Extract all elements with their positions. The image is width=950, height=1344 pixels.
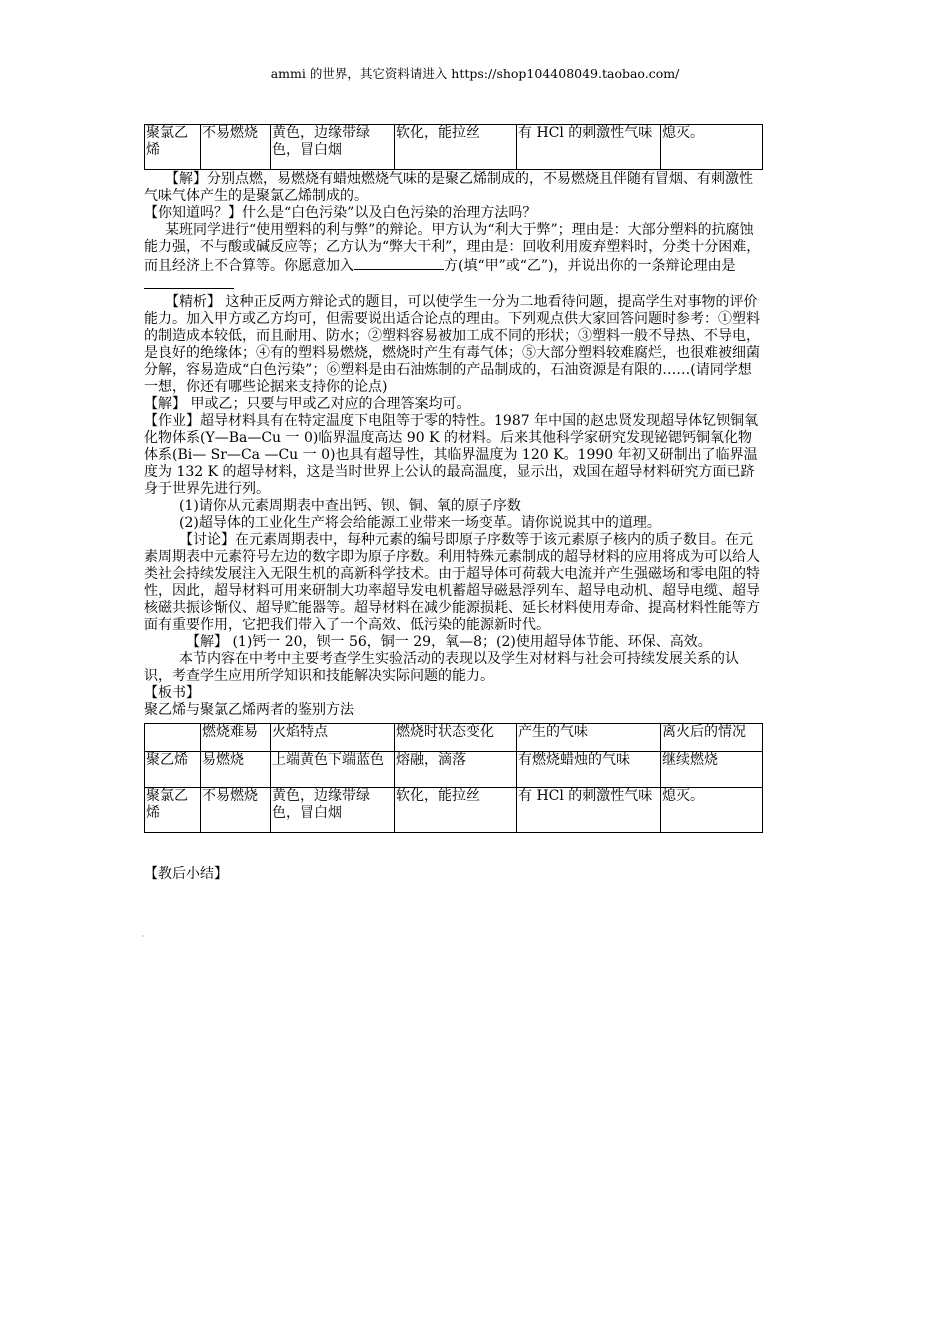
table-cell: 软化，能拉丝 [395,125,517,170]
discussion-paragraph: 【讨论】在元素周期表中，每种元素的编号即原子序数等于该元素原子核内的质子数目。在元素周期表中元素符号左边的数字即为原子序数。利用特殊元素制成的超导材料的应用将成为可以给人类社会持续发展注入无限生机的高新科学技术。由于超导体可荷载大电流并产生强磁场和零电阻的特性，因此，超导材料可用来研制大功率超导发电机蓄超导磁悬浮列车、超导电动机、超导电缆、超导核磁共振诊惭仪、超导贮能器等。超导材料在减少能源损耗、延长材料使用寿命、提高材料性能等方面有重要作用，它把我们带入了一个高效、低污染的能源新时代。 [144,532,760,633]
main-text [144,171,764,719]
fill-blank [144,275,234,289]
page-header: ammi 的世界，其它资料请进入 https://shop104408049.taobao.com/ [270,66,680,81]
board-comparison-table [144,723,763,833]
table-cell: 继续燃烧 [661,752,763,788]
table-header-row [145,724,763,752]
comparison-table-continued [144,124,763,170]
table-header-cell [145,724,201,752]
table-cell: 不易燃烧 [201,788,271,833]
table-cell: 聚氯乙烯 [145,788,201,833]
table-cell: 不易燃烧 [201,125,271,170]
table-cell: 熄灭。 [661,125,763,170]
summary-paragraph: 本节内容在中考中主要考查学生实验活动的表现以及学生对材料与社会可持续发展关系的认识，考查学生应用所学知识和技能解决实际问题的能力。 [144,651,739,684]
table-cell: 熔融，滴落 [395,752,517,788]
debate-paragraph [144,222,764,294]
table-cell: 黄色，边缘带绿色，冒白烟 [271,125,395,170]
analysis-paragraph: 【精析】 这种正反两方辩论式的题目，可以使学生一分为二地看待问题，提高学生对事物的评价能力。加入甲方或乙方均可，但需要说出适合论点的理由。下列观点供大家回答问题时参考：①塑料的制造成本较低，而且耐用、防水；②塑料容易被加工成不同的形状；③塑料一般不导热、不导电，是良好的绝缘体；④有的塑料易燃烧，燃烧时产生有毒气体；⑤大部分塑料较难腐烂，也很难被细菌分解，容易造成“白色污染”；⑥塑料是由石油炼制的产品制成的，石油资源是有限的……(请同学想一想，你还有哪些论据来支持你的论点) [144,294,760,395]
table-row [145,752,763,788]
post-class-summary: 【教后小结】 [144,866,228,882]
table-cell: 黄色，边缘带绿色，冒白烟 [271,788,395,833]
homework-paragraph: 【作业】超导材料具有在特定温度下电阻等于零的特性。1987 年中国的赵忠贤发现超导体钇钡铜氧化物体系(Y—Ba—Cu 一 0)临界温度高达 90 K 的材料。后来其他科学家研究发现铋锶钙铜氧化物体系(Bi— Sr—Ca —Cu 一 0)也具有超导性，其临界温度为 120 K。1990 年初又研制出了临界温度为 132 K 的超导材料，这是当时世界上公认的最高温度，显示出，戏国在超导材料研究方面已跻身于世界先进行列。 [144,413,759,497]
fill-blank [354,256,444,270]
debate-text-2: 方(填“甲”或“乙”)，并说出你的一条辩论理由是 [444,258,736,274]
table-cell: 易燃烧 [201,752,271,788]
table-cell: 软化，能拉丝 [395,788,517,833]
stray-dot [142,935,144,937]
table-cell: 熄灭。 [661,788,763,833]
answer-paragraph: 【解】分别点燃，易燃烧有蜡烛燃烧气味的是聚乙烯制成的，不易燃烧且伴随有冒烟、有刺激性气味气体产生的是聚氯乙烯制成的。 [144,171,753,204]
table-cell: 有 HCl 的刺激性气味 [517,788,661,833]
table-caption: 聚乙烯与聚氯乙烯两者的鉴别方法 [144,702,354,718]
table-row [145,125,763,170]
table-header-cell: 火焰特点 [271,724,395,752]
table-header-cell: 燃烧难易 [201,724,271,752]
table-cell: 聚氯乙烯 [145,125,201,170]
board-heading: 【板书】 [144,685,200,701]
question-item: (2)超导体的工业化生产将会给能源工业带来一场变革。请你说说其中的道理。 [179,515,661,531]
table-row [145,788,763,833]
table-cell: 上端黄色下端蓝色 [271,752,395,788]
table-cell: 聚乙烯 [145,752,201,788]
question-heading: 【你知道吗？】什么是“白色污染”以及白色污染的治理方法吗？ [144,205,537,221]
table-header-cell: 离火后的情况 [661,724,763,752]
table-cell: 有燃烧蜡烛的气味 [517,752,661,788]
answer-paragraph: 【解】 (1)钙一 20，钡一 56，铜一 29，氧—8；(2)使用超导体节能、环保、高效。 [186,634,712,650]
table-header-cell: 燃烧时状态变化 [395,724,517,752]
debate-text-1: 某班同学进行“使用塑料的利与弊”的辩论。甲方认为“利大于弊”；理由是：大部分塑料的抗腐蚀能力强，不与酸或碱反应等；乙方认为“弊大干利”，理由是：回收利用废弃塑料时，分类十分困难，而且经济上不合算等。你愿意加入 [144,222,761,274]
table-header-cell: 产生的气味 [517,724,661,752]
question-item: (1)请你从元素周期表中查出钙、钡、铜、氧的原子序数 [179,498,521,514]
table-cell: 有 HCl 的刺激性气味 [517,125,661,170]
answer-paragraph: 【解】 甲或乙；只要与甲或乙对应的合理答案均可。 [144,396,471,412]
